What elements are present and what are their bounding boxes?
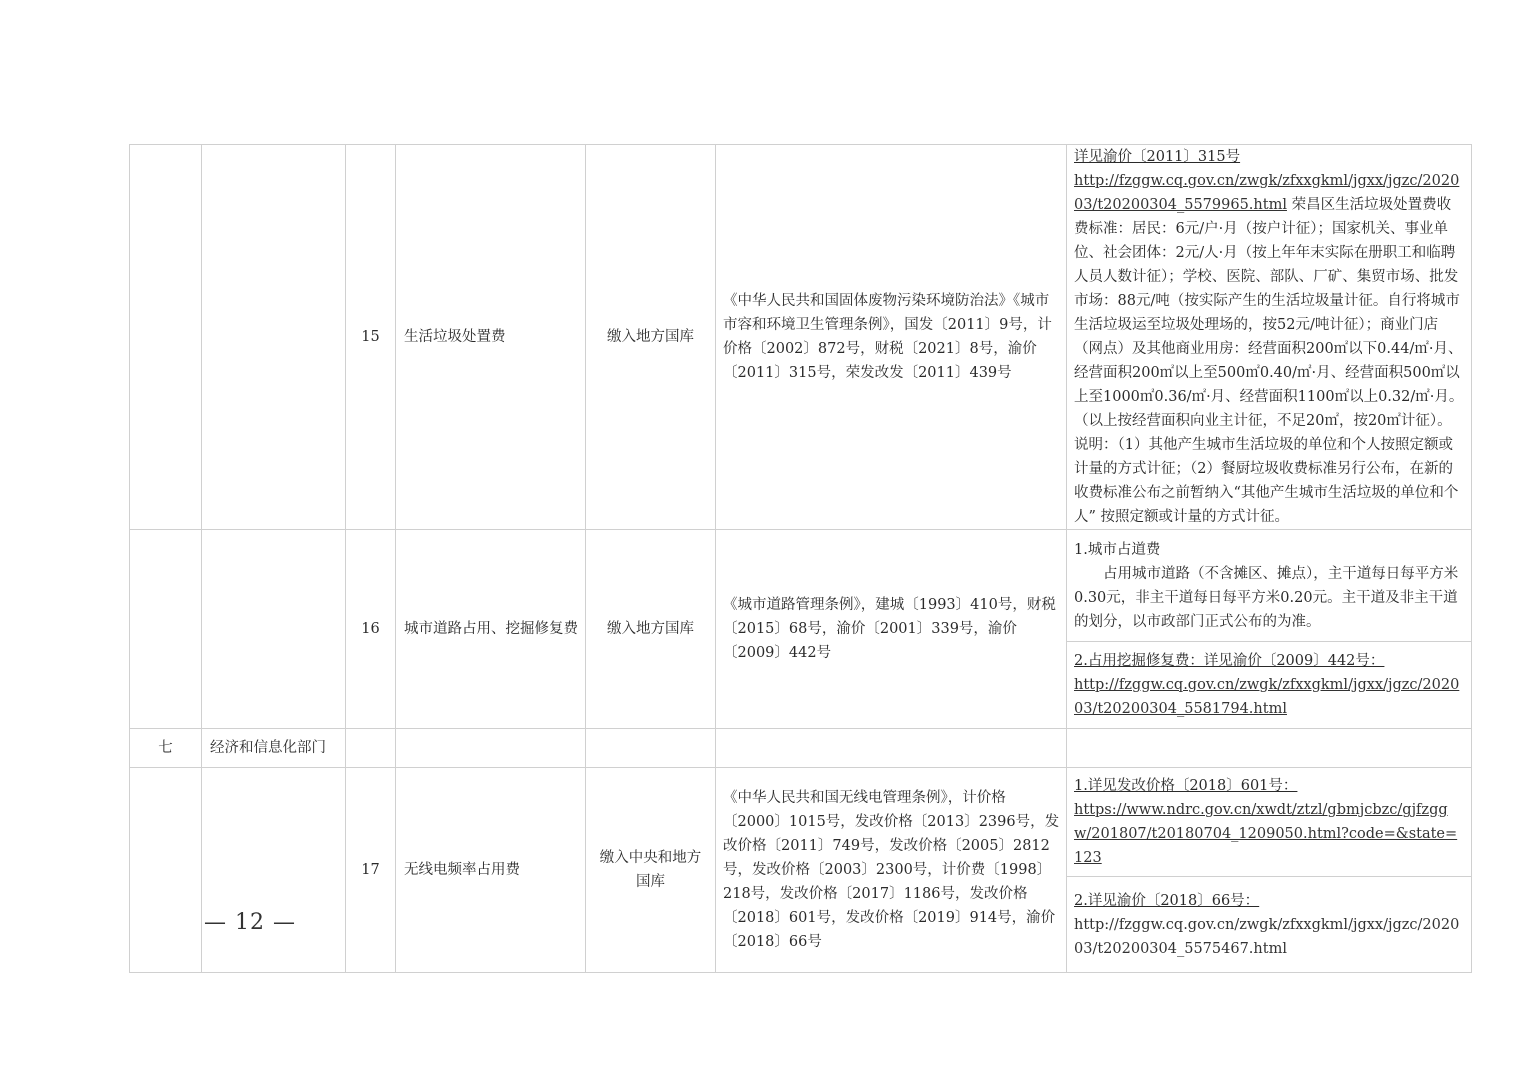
fee-table xyxy=(129,144,1472,973)
fee-standard-part-1 xyxy=(1067,530,1472,642)
legal-basis: 《中华人民共和国固体废物污染环境防治法》《城市市容和环境卫生管理条例》，国发〔2011〕9号，计价格〔2002〕872号，财税〔2021〕8号，渝价〔2011〕315号，荣发改发〔2011〕439号 xyxy=(716,145,1067,530)
department-cell xyxy=(202,530,346,729)
standard-reference: 详见渝价〔2011〕315号 xyxy=(1074,149,1241,165)
page-number: — 12 — xyxy=(204,910,296,935)
category-cell xyxy=(130,768,202,973)
fee-standard xyxy=(1067,145,1472,530)
table-row xyxy=(130,145,1472,530)
item-number: 15 xyxy=(346,145,396,530)
standard-reference: 2.详见渝价〔2018〕66号： xyxy=(1074,892,1260,909)
legal-basis: 《中华人民共和国无线电管理条例》，计价格〔2000〕1015号，发改价格〔2013〕2396号，发改价格〔2011〕749号，发改价格〔2005〕2812号，发改价格〔2003〕2300号，计价费〔1998〕218号，发改价格〔2017〕1186号，发改价格〔2018〕601号，发改价格〔2019〕914号，渝价〔2018〕66号 xyxy=(716,768,1067,973)
standard-text: 占用城市道路（不含摊区、摊点），主干道每日每平方米0.30元，非主干道每日每平方米0.20元。主干道及非主干道的划分，以市政部门正式公布的为准。 xyxy=(1074,565,1459,630)
department-cell xyxy=(202,145,346,530)
category-cell xyxy=(130,530,202,729)
item-name: 生活垃圾处置费 xyxy=(396,145,586,530)
section-row xyxy=(130,729,1472,768)
standard-text: 荣昌区生活垃圾处置费收费标准：居民：6元/户·月（按户计征）；国家机关、事业单位、社会团体：2元/人·月（按上年年末实际在册职工和临聘人员人数计征）；学校、医院、部队、厂矿、集贸市场、批发市场：88元/吨（按实际产生的生活垃圾量计征。自行将城市生活垃圾运至垃圾处理场的，按52元/吨计征）；商业门店（网点）及其他商业用房：经营面积200㎡以下0.44/㎡·月、经营面积200㎡以上至500㎡0.40/㎡·月、经营面积500㎡以上至1000㎡0.36/㎡·月、经营面积1100㎡以上0.32/㎡·月。（以上按经营面积向业主计征，不足20㎡，按20㎡计征）。说明：（1）其他产生城市生活垃圾的单位和个人按照定额或计量的方式计征；（2）餐厨垃圾收费标准另行公布，在新的收费标准公布之前暂纳入“其他产生城市生活垃圾的单位和个人” 按照定额或计量的方式计征。 xyxy=(1074,197,1464,525)
section-title: 经济和信息化部门 xyxy=(202,729,346,768)
fund-destination: 缴入地方国库 xyxy=(586,530,716,729)
item-number: 16 xyxy=(346,530,396,729)
empty-cell xyxy=(396,729,586,768)
table-row xyxy=(130,530,1472,642)
table-row xyxy=(130,768,1472,877)
fund-destination: 缴入地方国库 xyxy=(586,145,716,530)
standard-link[interactable]: http://fzggw.cq.gov.cn/zwgk/zfxxgkml/jgxx/jgzc/202003/t20200304_5579965.html xyxy=(1074,173,1460,213)
category-cell xyxy=(130,145,202,530)
fee-standard-part-2 xyxy=(1067,642,1472,729)
fee-standard-part-2 xyxy=(1067,877,1472,973)
standard-link[interactable]: https://www.ndrc.gov.cn/xwdt/ztzl/gbmjcbzc/gjfzggw/201807/t20180704_1209050.html?code=&state=123 xyxy=(1074,802,1458,866)
standard-reference: 1.详见发改价格〔2018〕601号： xyxy=(1074,778,1298,794)
empty-cell xyxy=(586,729,716,768)
standard-reference: 2.占用挖掘修复费：详见渝价〔2009〕442号： xyxy=(1074,653,1385,669)
standard-link[interactable]: http://fzggw.cq.gov.cn/zwgk/zfxxgkml/jgxx/jgzc/202003/t20200304_5575467.html xyxy=(1074,916,1460,957)
legal-basis: 《城市道路管理条例》，建城〔1993〕410号，财税〔2015〕68号，渝价〔2001〕339号，渝价〔2009〕442号 xyxy=(716,530,1067,729)
item-number: 17 xyxy=(346,768,396,973)
department-cell xyxy=(202,768,346,973)
item-name: 城市道路占用、挖掘修复费 xyxy=(396,530,586,729)
empty-cell xyxy=(346,729,396,768)
standard-link[interactable]: http://fzggw.cq.gov.cn/zwgk/zfxxgkml/jgxx/jgzc/202003/t20200304_5581794.html xyxy=(1074,677,1460,717)
empty-cell xyxy=(716,729,1067,768)
item-name: 无线电频率占用费 xyxy=(396,768,586,973)
fee-standard-part-1 xyxy=(1067,768,1472,877)
section-number: 七 xyxy=(130,729,202,768)
fund-destination: 缴入中央和地方国库 xyxy=(586,768,716,973)
standard-title: 1.城市占道费 xyxy=(1074,541,1161,558)
empty-cell xyxy=(1067,729,1472,768)
